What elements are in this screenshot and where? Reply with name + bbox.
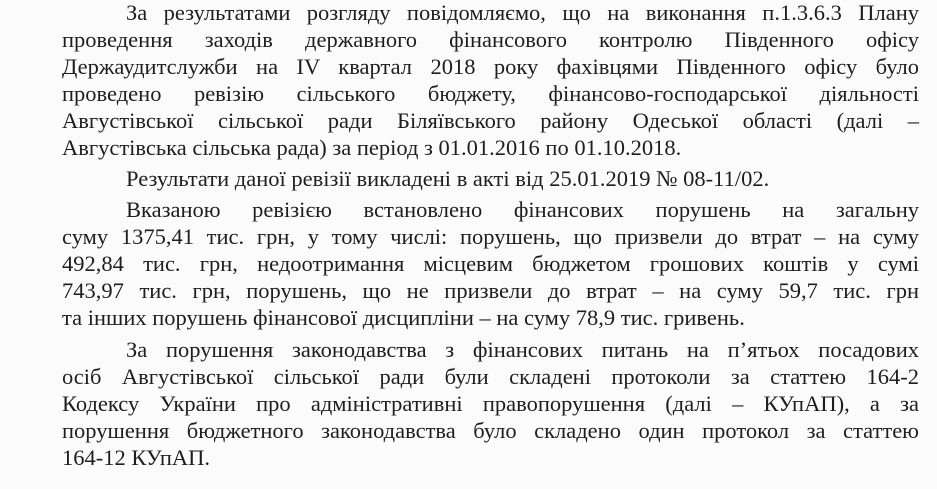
paragraph-1-line-5: Августівської сільської ради Біляївського району Одеської області (далі – — [62, 108, 919, 133]
paragraph-4-line-2: осіб Августівської сільської ради були складені протоколи за статтею 164-2 — [62, 364, 919, 389]
paragraph-1-line-4: проведено ревізію сільського бюджету, фінансово-господарської діяльності — [62, 81, 919, 106]
paragraph-4-line-1: За порушення законодавства з фінансових питань на п’ятьох посадових — [126, 337, 919, 362]
paragraph-3-line-3: 492,84 тис. грн, недоотримання місцевим бюджетом грошових коштів у сумі — [62, 251, 919, 276]
paragraph-3-line-4: 743,97 тис. грн, порушень, що не призвели до втрат – на суму 59,7 тис. грн — [62, 278, 919, 303]
paragraph-1-line-6: Августівська сільська рада) за період з 01.01.2016 по 01.10.2018. — [62, 135, 682, 160]
paragraph-4-line-3: Кодексу України про адміністративні правопорушення (далі – КУпАП), а за — [62, 391, 919, 416]
paragraph-4-line-4: порушення бюджетного законодавства було складено один протокол за статтею — [62, 418, 919, 443]
paragraph-4-line-5: 164-12 КУпАП. — [62, 445, 211, 470]
paragraph-1-line-2: проведення заходів державного фінансового контролю Південного офісу — [62, 27, 919, 52]
paragraph-3-line-2: суму 1375,41 тис. грн, у тому числі: порушень, що призвели до втрат – на суму — [62, 224, 919, 249]
paragraph-3-line-1: Вказаною ревізією встановлено фінансових порушень на загальну — [126, 197, 919, 222]
paragraph-1-line-1: За результатами розгляду повідомляємо, що на виконання п.1.3.6.3 Плану — [126, 0, 919, 25]
paragraph-3-line-5: та інших порушень фінансової дисципліни – на суму 78,9 тис. гривень. — [62, 305, 745, 330]
paragraph-1-line-3: Держаудитслужби на IV квартал 2018 року фахівцями Південного офісу було — [62, 54, 919, 79]
paragraph-2-line-1: Результати даної ревізії викладені в акті від 25.01.2019 № 08-11/02. — [126, 166, 770, 191]
